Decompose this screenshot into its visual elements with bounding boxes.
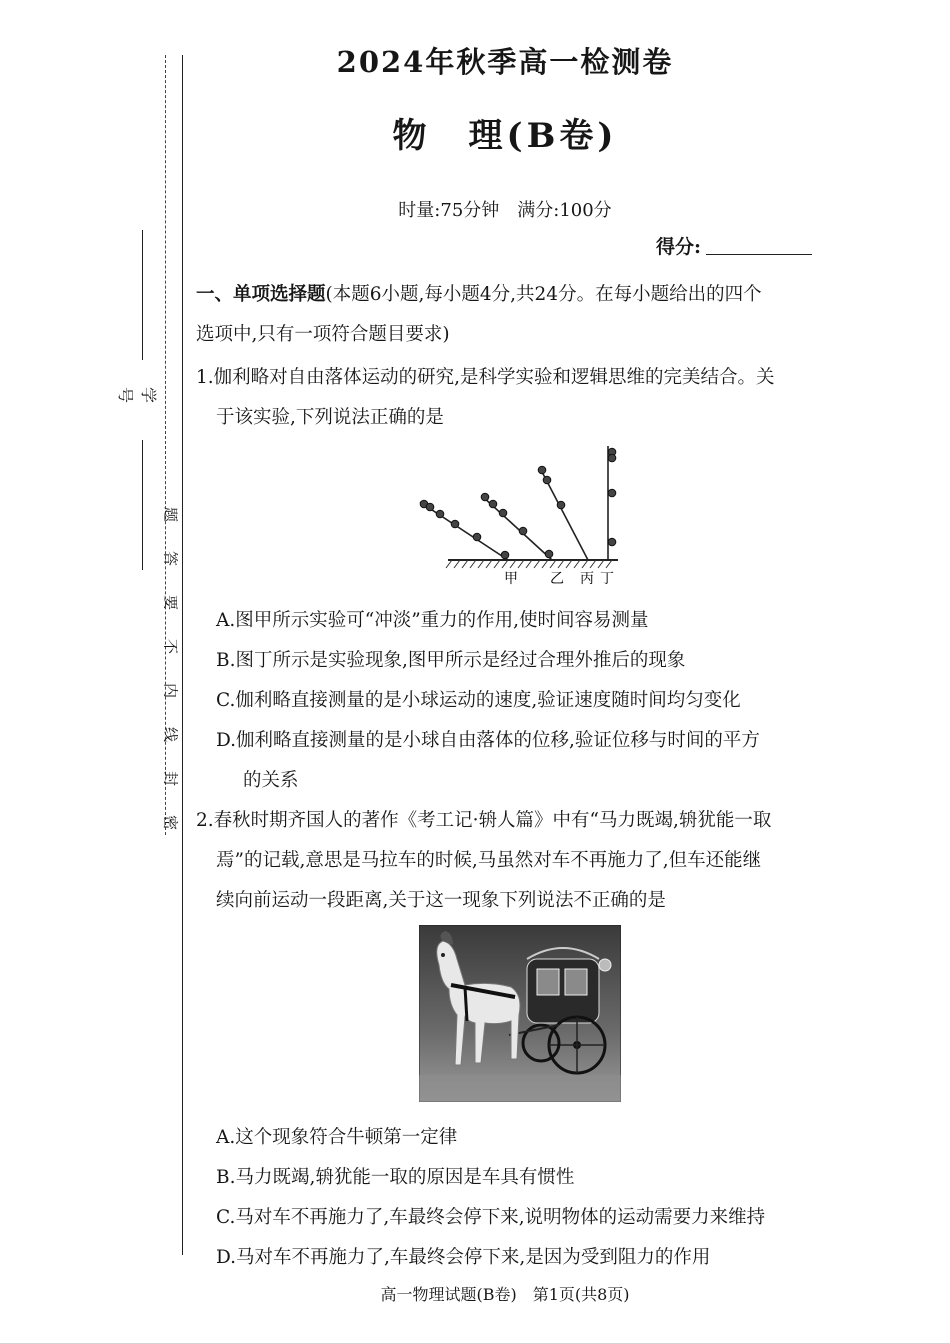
notice-char: 内 bbox=[161, 682, 180, 698]
ball-jia bbox=[451, 520, 459, 528]
page-footer: 高一物理试题(B卷) 第1页(共8页) bbox=[380, 1285, 630, 1304]
ball-yi bbox=[481, 493, 489, 501]
ball-yi bbox=[519, 527, 527, 535]
ball-yi bbox=[489, 500, 497, 508]
section1-heading-line bbox=[196, 280, 762, 306]
notice-char: 密 bbox=[161, 814, 180, 830]
ball-yi bbox=[545, 550, 553, 558]
q2-stem-line1: 2.春秋时期齐国人的著作《考工记·辀人篇》中有“马力既竭,辀犹能一取 bbox=[196, 810, 772, 831]
section1-desc-line2: 选项中,只有一项符合题目要求) bbox=[196, 324, 450, 345]
score-label: 得分: bbox=[656, 236, 702, 258]
student-no-blank bbox=[142, 230, 143, 360]
subject-title: 物 理(B卷) bbox=[392, 116, 618, 156]
notice-char: 答 bbox=[161, 550, 180, 566]
exam-title: 2024年秋季高一检测卷 bbox=[336, 45, 674, 79]
notice-char: 封 bbox=[161, 770, 180, 786]
ball-ding bbox=[608, 489, 616, 497]
q2-stem-line2: 焉”的记载,意思是马拉车的时候,马虽然对车不再施力了,但车还能继 bbox=[216, 850, 762, 871]
notice-char: 线 bbox=[161, 726, 180, 742]
q2-stem-line3: 续向前运动一段距离,关于这一现象下列说法不正确的是 bbox=[216, 890, 666, 911]
label-yi: 乙 bbox=[550, 571, 564, 587]
horse-carriage-photo bbox=[419, 925, 621, 1102]
time-limit: 时量:75分钟 满分:100分 bbox=[398, 200, 612, 221]
notice-char: 不 bbox=[161, 638, 180, 654]
ball-bing bbox=[543, 476, 551, 484]
label-jia: 甲 bbox=[504, 571, 518, 587]
incline-jia bbox=[420, 502, 508, 560]
ball-jia bbox=[426, 503, 434, 511]
ball-yi bbox=[499, 509, 507, 517]
margin-rule-inner bbox=[165, 55, 166, 835]
section1-desc: (本题6小题,每小题4分,共24分。在每小题给出的四个 bbox=[325, 284, 762, 305]
q2-option-c[interactable]: C.马对车不再施力了,车最终会停下来,说明物体的运动需要力来维持 bbox=[216, 1207, 766, 1228]
galileo-incline-figure bbox=[412, 438, 628, 588]
notice-char: 题 bbox=[161, 506, 180, 522]
ball-ding bbox=[608, 454, 616, 462]
section1-heading: 一、单项选择题 bbox=[196, 284, 326, 305]
name-blank bbox=[142, 440, 143, 570]
q1-option-d-line2: 的关系 bbox=[243, 770, 299, 791]
ball-bing bbox=[538, 466, 546, 474]
notice-char: 要 bbox=[161, 594, 180, 610]
ground-hatching bbox=[446, 560, 612, 568]
q2-option-a[interactable]: A.这个现象符合牛顿第一定律 bbox=[216, 1127, 458, 1148]
label-ding: 丁 bbox=[600, 571, 614, 587]
q1-option-d[interactable]: D.伽利略直接测量的是小球自由落体的位移,验证位移与时间的平方 bbox=[216, 730, 760, 751]
ball-bing bbox=[557, 501, 565, 509]
q1-stem-line1: 1.伽利略对自由落体运动的研究,是科学实验和逻辑思维的完美结合。关 bbox=[196, 367, 775, 388]
label-bing: 丙 bbox=[580, 571, 594, 587]
ball-jia bbox=[501, 551, 509, 559]
ball-ding bbox=[608, 538, 616, 546]
ball-jia bbox=[473, 533, 481, 541]
score-blank[interactable] bbox=[706, 254, 812, 255]
q1-option-c[interactable]: C.伽利略直接测量的是小球运动的速度,验证速度随时间均匀变化 bbox=[216, 690, 741, 711]
photo-ground bbox=[419, 1075, 621, 1102]
ball-jia bbox=[436, 510, 444, 518]
q1-option-a[interactable]: A.图甲所示实验可“冲淡”重力的作用,使时间容易测量 bbox=[216, 610, 649, 631]
q1-option-b[interactable]: B.图丁所示是实验现象,图甲所示是经过合理外推后的现象 bbox=[216, 650, 686, 671]
margin-rule-outer bbox=[182, 55, 183, 1255]
q2-option-d[interactable]: D.马对车不再施力了,车最终会停下来,是因为受到阻力的作用 bbox=[216, 1247, 711, 1268]
student-no-label: 学号 bbox=[116, 386, 158, 403]
q2-option-b[interactable]: B.马力既竭,辀犹能一取的原因是车具有惯性 bbox=[216, 1167, 575, 1188]
q1-stem-line2: 于该实验,下列说法正确的是 bbox=[216, 407, 444, 428]
